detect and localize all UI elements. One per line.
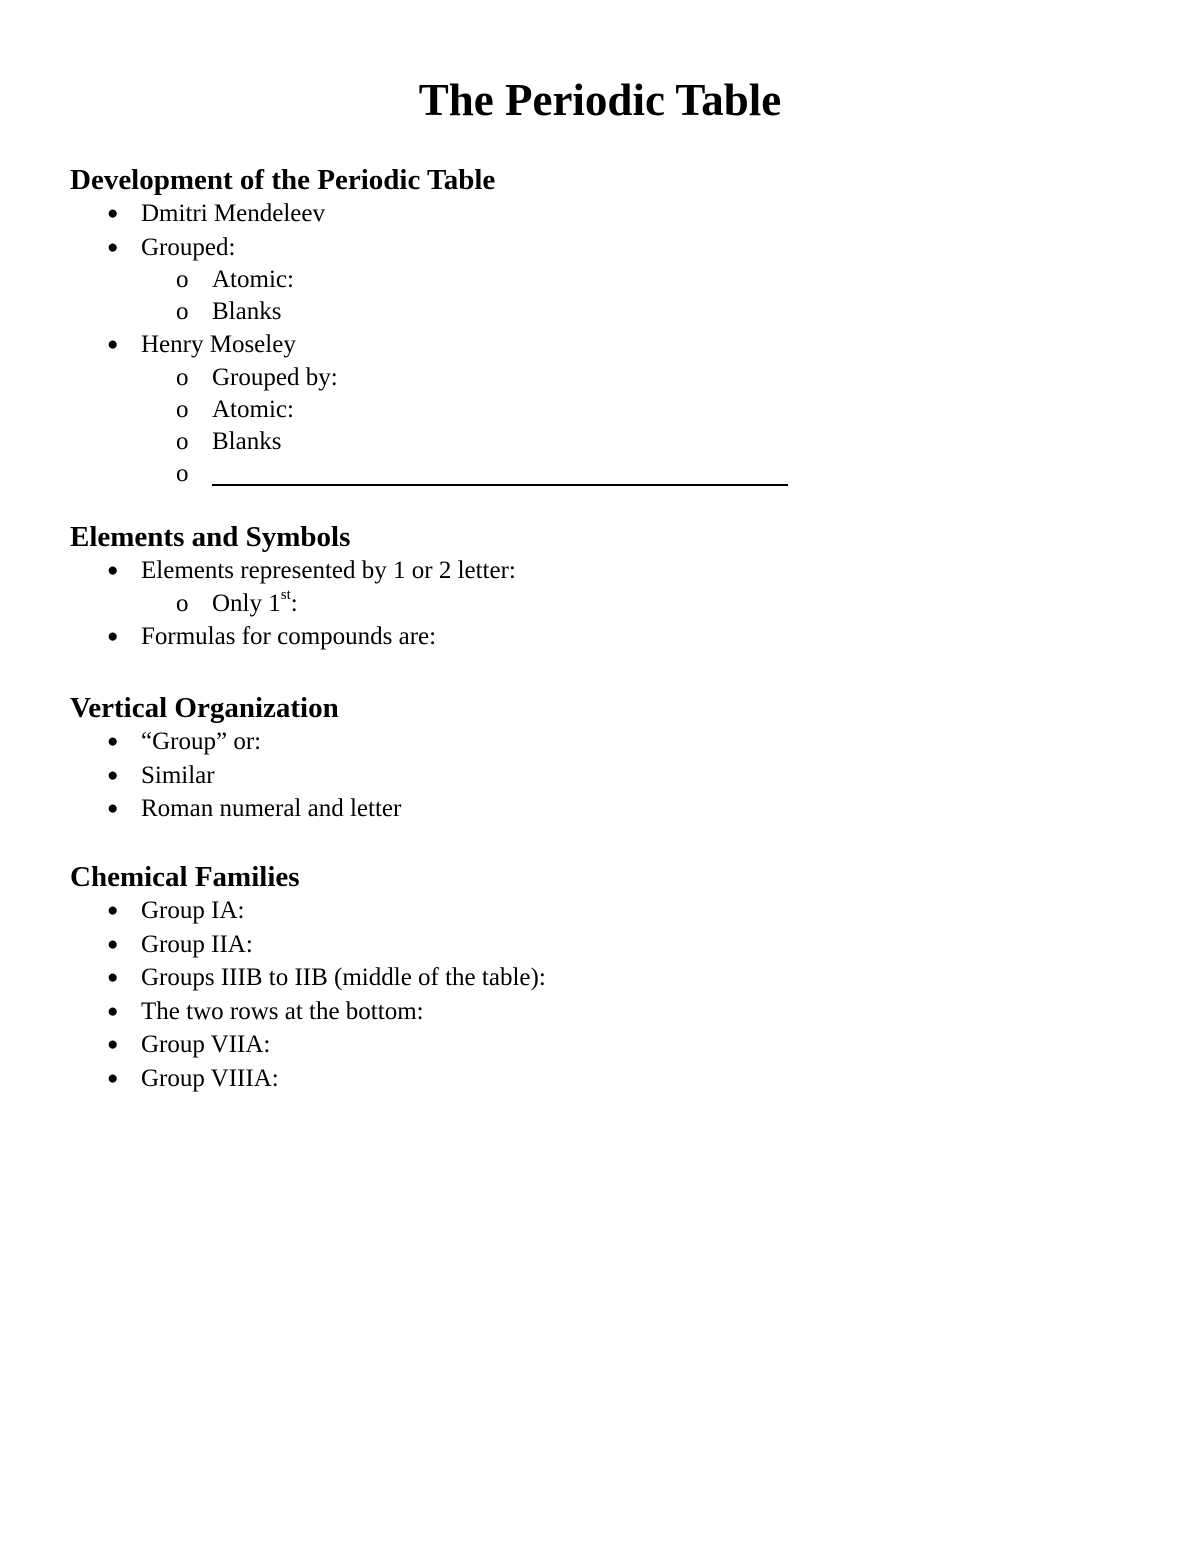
circle-bullet-icon: o — [176, 459, 189, 487]
sub-list-item — [70, 426, 1130, 458]
list-item-text: Dmitri Mendeleev — [141, 200, 325, 227]
bullet-icon: ● — [107, 1034, 119, 1055]
section-heading: Chemical Families — [70, 861, 300, 893]
list-item — [70, 995, 1130, 1029]
sub-list-item — [70, 264, 1130, 296]
sub-list-item — [70, 394, 1130, 426]
sub-list-item-text: Grouped by: — [212, 363, 338, 391]
sub-list-item-text: Atomic: — [212, 395, 294, 423]
list-item — [70, 554, 1130, 588]
circle-bullet-icon: o — [176, 427, 189, 455]
list-item — [70, 1028, 1130, 1062]
bullet-icon: ● — [107, 334, 119, 355]
sub-list-item — [70, 296, 1130, 328]
bullet-icon: ● — [107, 1000, 119, 1022]
bullet-icon: ● — [107, 933, 119, 955]
sub-list-item-text: Atomic: — [212, 266, 294, 293]
circle-bullet-icon: o — [176, 363, 189, 391]
bullet-icon: ● — [107, 625, 119, 647]
list-item-text: “Group” or: — [141, 728, 262, 755]
circle-bullet-icon: o — [176, 298, 189, 325]
list-item — [70, 328, 1130, 362]
sub-list-item-suffix: : — [290, 589, 298, 617]
list-item-text: Group VIIA: — [141, 1031, 271, 1058]
bullet-icon: ● — [107, 236, 119, 258]
bullet-icon: ● — [107, 900, 119, 921]
list-item — [70, 231, 1130, 265]
list-item-text: Grouped: — [141, 233, 236, 261]
list-item — [70, 725, 1130, 759]
section-chemical-families — [70, 860, 1130, 1095]
sub-list-item — [70, 588, 1130, 620]
list-item-text: Formulas for compounds are: — [141, 622, 437, 650]
list-item-text: Group IA: — [141, 897, 245, 924]
bullet-icon: ● — [107, 798, 119, 819]
bullet-icon: ● — [107, 1067, 119, 1089]
list-item — [70, 961, 1130, 995]
sub-list-item-text: Blanks — [212, 298, 282, 325]
bullet-icon: ● — [107, 764, 119, 786]
sub-list-item-text — [212, 588, 298, 620]
sub-list-item — [70, 458, 1130, 490]
page-title: The Periodic Table — [418, 75, 782, 125]
circle-bullet-icon: o — [176, 589, 189, 617]
section-heading: Vertical Organization — [70, 692, 339, 724]
circle-bullet-icon: o — [176, 395, 189, 423]
list-item-text: Group IIA: — [141, 930, 253, 958]
sub-list-item-prefix: Only 1 — [212, 589, 281, 617]
section-heading: Development of the Periodic Table — [70, 164, 496, 196]
list-item — [70, 197, 1130, 231]
fill-in-blank-line — [212, 484, 788, 486]
circle-bullet-icon: o — [176, 266, 189, 293]
section-vertical-organization — [70, 691, 1130, 826]
list-item — [70, 894, 1130, 928]
list-item-text: Henry Moseley — [141, 331, 296, 358]
bullet-icon: ● — [107, 967, 119, 988]
list-item-text: The two rows at the bottom: — [141, 997, 424, 1025]
list-item — [70, 759, 1130, 793]
list-item — [70, 1062, 1130, 1096]
list-item-text: Groups IIIB to IIB (middle of the table): — [141, 964, 546, 991]
list-item — [70, 928, 1130, 962]
section-elements-symbols — [70, 520, 1130, 653]
bullet-icon: ● — [107, 731, 119, 752]
bullet-icon: ● — [107, 560, 119, 581]
list-item — [70, 792, 1130, 826]
bullet-icon: ● — [107, 203, 119, 224]
sub-list-item-text: Blanks — [212, 427, 282, 455]
list-item-text: Elements represented by 1 or 2 letter: — [141, 557, 516, 584]
list-item-text: Roman numeral and letter — [141, 795, 402, 822]
sub-list-item — [70, 362, 1130, 394]
superscript: st — [280, 587, 291, 604]
list-item-text: Group VIIIA: — [141, 1064, 279, 1092]
section-heading: Elements and Symbols — [70, 521, 351, 553]
list-item — [70, 620, 1130, 654]
list-item-text: Similar — [141, 761, 215, 789]
section-development — [70, 163, 1130, 490]
